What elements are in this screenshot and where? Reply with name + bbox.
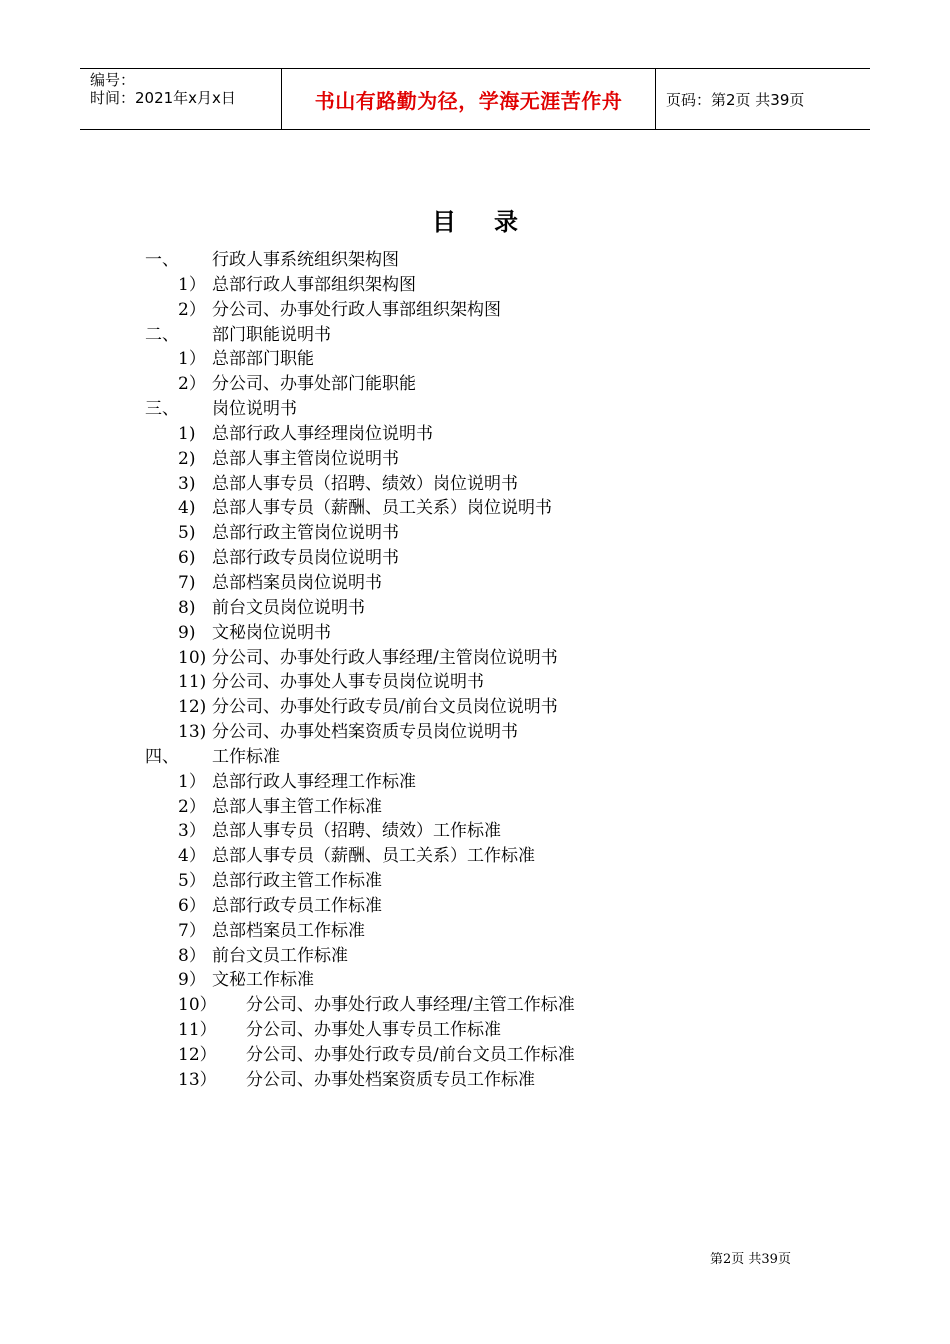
toc-title (0, 202, 950, 237)
toc-entry (0, 347, 950, 372)
toc-entry-text: 分公司、办事处行政人事经理/主管岗位说明书 (212, 647, 558, 668)
toc-entry-number: 1） (178, 274, 206, 295)
toc-title-right: 录 (494, 208, 518, 236)
toc-entry-text: 总部人事主管工作标准 (212, 796, 382, 817)
toc-entry-number: 2） (178, 374, 206, 395)
toc-entry-number: 11） (178, 1020, 217, 1041)
toc-entry (0, 1018, 950, 1043)
toc-entry-text: 总部行政专员岗位说明书 (212, 548, 399, 569)
toc-entry-text: 总部人事专员（薪酬、员工关系）工作标准 (212, 846, 535, 867)
toc-entry (0, 496, 950, 521)
toc-entry (0, 894, 950, 919)
header-meta-cell (80, 69, 282, 129)
document-time-label: 时间：2021年x月x日 (90, 89, 236, 107)
toc-entry-text: 总部档案员岗位说明书 (212, 572, 382, 593)
toc-entry-text: 文秘岗位说明书 (212, 622, 331, 643)
toc-entry-number: 3） (178, 821, 206, 842)
toc-entry-text: 总部人事专员（招聘、绩效）岗位说明书 (212, 473, 518, 494)
toc-entry-text: 总部档案员工作标准 (212, 920, 365, 941)
toc-entry-number: 1) (178, 423, 196, 444)
toc-entry-text: 分公司、办事处行政人事经理/主管工作标准 (246, 995, 575, 1016)
toc-entry (0, 372, 950, 397)
toc-entry (0, 944, 950, 969)
toc-entry (0, 521, 950, 546)
toc-entry (0, 621, 950, 646)
toc-entry-text: 分公司、办事处行政专员/前台文员工作标准 (246, 1045, 575, 1065)
toc-entry-text: 总部行政人事经理工作标准 (212, 771, 416, 792)
toc-entry-number: 4) (178, 498, 196, 519)
toc-entry-number: 4） (178, 846, 206, 867)
toc-entry-text: 分公司、办事处行政人事部组织架构图 (212, 299, 501, 320)
toc-entry-number: 13) (178, 722, 207, 743)
toc-title-left: 目 (432, 208, 456, 236)
toc-section-entry (0, 397, 950, 422)
toc-entry-text: 分公司、办事处行政专员/前台文员岗位说明书 (212, 697, 558, 718)
toc-entry-number: 二、 (145, 324, 179, 345)
toc-entry-text: 分公司、办事处档案资质专员工作标准 (246, 1069, 535, 1090)
toc-entry-text: 分公司、办事处档案资质专员岗位说明书 (212, 722, 518, 743)
toc-entry (0, 819, 950, 844)
toc-entry-number: 13） (178, 1069, 217, 1090)
toc-entry (0, 919, 950, 944)
toc-entry-text: 工作标准 (212, 746, 280, 767)
toc-entry (0, 670, 950, 695)
toc-entry-text: 总部人事专员（招聘、绩效）工作标准 (212, 821, 501, 842)
toc-entry (0, 298, 950, 323)
toc-entry-text: 总部部门职能 (212, 349, 314, 370)
toc-entry-number: 四、 (145, 746, 179, 767)
toc-entry-number: 3) (178, 473, 196, 494)
toc-entry-text: 分公司、办事处部门能职能 (212, 374, 416, 395)
toc-entry-number: 12) (178, 697, 207, 718)
toc-entry-text: 前台文员工作标准 (212, 945, 348, 966)
toc-entry-number: 三、 (145, 399, 179, 420)
toc-entry-number: 8) (178, 597, 196, 618)
toc-entry-number: 6） (178, 895, 206, 916)
toc-entry-number: 2） (178, 796, 206, 817)
footer-page-number: 第2页 共39页 (710, 1252, 791, 1267)
header-motto: 书山有路勤为径，学海无涯苦作舟 (282, 69, 656, 129)
toc-entry-number: 5) (178, 523, 196, 544)
toc-section-entry (0, 323, 950, 348)
toc-entry-number: 2） (178, 299, 206, 320)
toc-entry-number: 1） (178, 349, 206, 370)
toc-section-entry (0, 248, 950, 273)
toc-entry (0, 720, 950, 745)
toc-section-entry (0, 745, 950, 770)
toc-entry-number: 11) (178, 672, 207, 693)
toc-entry (0, 646, 950, 671)
toc-entry (0, 1068, 950, 1093)
toc-entry-text: 总部行政主管岗位说明书 (212, 523, 399, 544)
toc-list (0, 248, 950, 1093)
toc-entry-number: 一、 (145, 250, 179, 270)
toc-entry-number: 12） (178, 1045, 217, 1065)
toc-entry-number: 10） (178, 995, 217, 1016)
toc-entry-number: 8） (178, 945, 206, 966)
toc-entry (0, 447, 950, 472)
toc-entry (0, 546, 950, 571)
toc-entry (0, 422, 950, 447)
toc-entry (0, 795, 950, 820)
toc-entry-number: 7） (178, 920, 206, 941)
toc-entry (0, 472, 950, 497)
toc-entry (0, 596, 950, 621)
toc-entry-number: 9) (178, 622, 196, 643)
toc-entry (0, 869, 950, 894)
toc-entry (0, 571, 950, 596)
toc-entry-text: 分公司、办事处人事专员工作标准 (246, 1020, 501, 1041)
toc-entry-text: 总部行政人事经理岗位说明书 (212, 423, 433, 444)
toc-entry-text: 岗位说明书 (212, 399, 297, 420)
header-page-number: 页码：第2页 共39页 (666, 90, 805, 109)
toc-entry (0, 770, 950, 795)
toc-entry-text: 前台文员岗位说明书 (212, 597, 365, 618)
toc-entry-text: 总部人事主管岗位说明书 (212, 448, 399, 469)
toc-entry (0, 695, 950, 720)
document-number-label: 编号： (90, 71, 136, 89)
toc-entry (0, 993, 950, 1018)
page-header (80, 68, 870, 130)
toc-entry-number: 10) (178, 647, 207, 668)
toc-entry-text: 总部行政专员工作标准 (212, 895, 382, 916)
toc-entry-text: 文秘工作标准 (212, 970, 314, 991)
toc-entry (0, 844, 950, 869)
toc-entry-number: 2) (178, 448, 196, 469)
toc-entry-text: 分公司、办事处人事专员岗位说明书 (212, 672, 484, 693)
toc-entry-number: 6) (178, 548, 196, 569)
toc-entry-number: 1） (178, 771, 206, 792)
toc-entry-text: 部门职能说明书 (212, 324, 331, 345)
toc-entry-text: 总部行政人事部组织架构图 (212, 274, 416, 295)
toc-entry-text: 总部行政主管工作标准 (212, 871, 382, 892)
toc-entry-text: 行政人事系统组织架构图 (212, 250, 399, 270)
toc-entry-number: 7) (178, 572, 196, 593)
toc-entry (0, 273, 950, 298)
toc-entry-number: 9） (178, 970, 206, 991)
toc-entry (0, 968, 950, 993)
toc-entry (0, 1043, 950, 1068)
toc-entry-text: 总部人事专员（薪酬、员工关系）岗位说明书 (212, 498, 552, 519)
toc-entry-number: 5） (178, 871, 206, 892)
